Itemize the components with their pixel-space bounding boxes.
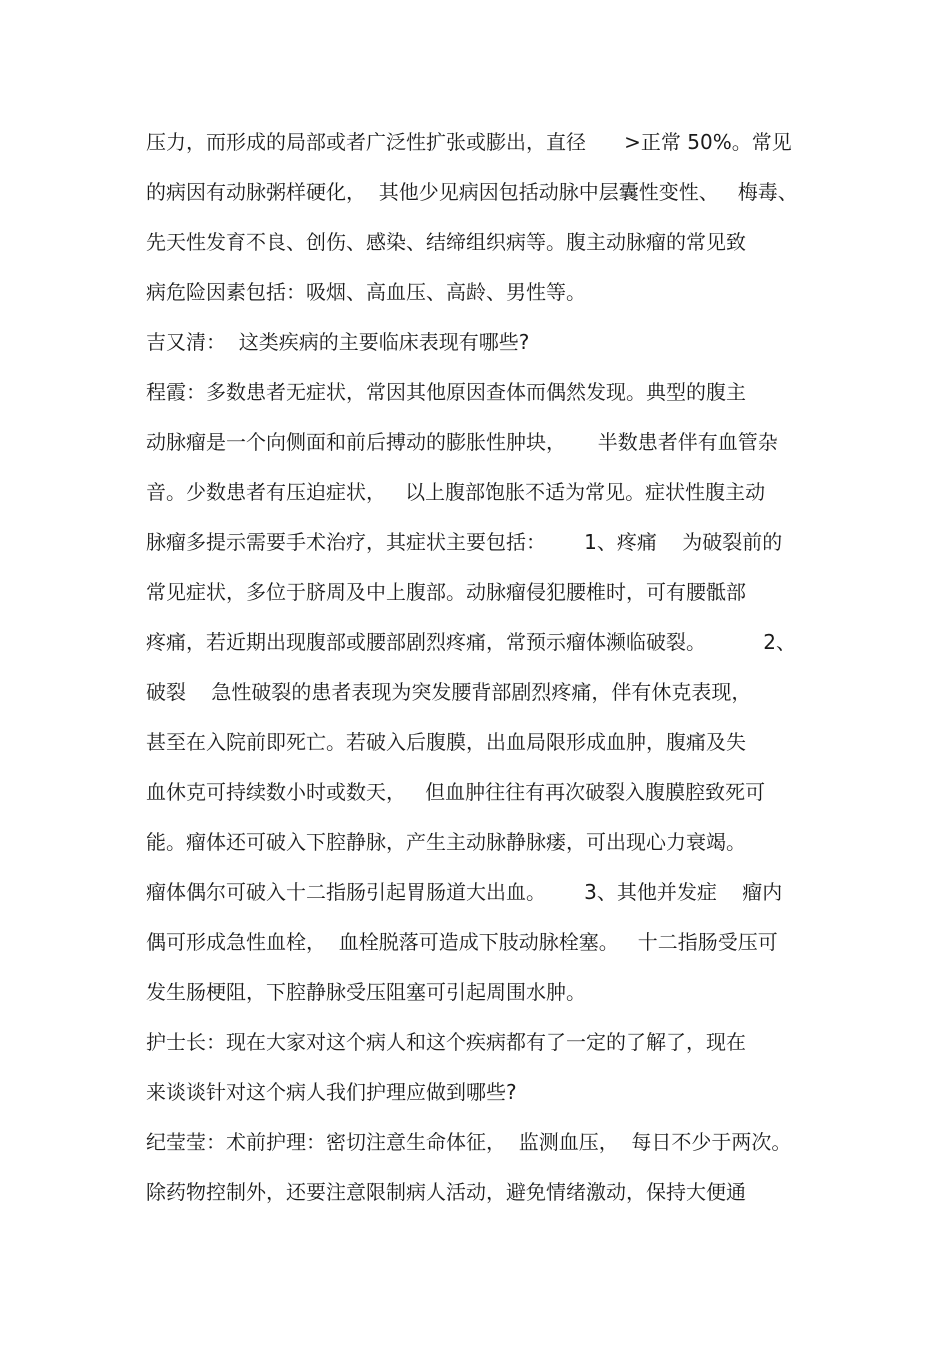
text-line: 常见症状，多位于脐周及中上腹部。动脉瘤侵犯腰椎时，可有腰骶部: [146, 580, 746, 604]
text-line: 瘤体偶尔可破入十二指肠引起胃肠道大出血。 3、其他并发症 瘤内: [146, 880, 783, 904]
text-line: 甚至在入院前即死亡。若破入后腹膜，出血局限形成血肿，腹痛及失: [146, 730, 746, 754]
text-line: 先天性发育不良、创伤、感染、结缔组织病等。腹主动脉瘤的常见致: [146, 230, 746, 254]
text-line: 疼痛，若近期出现腹部或腰部剧烈疼痛，常预示瘤体濒临破裂。 2、: [146, 630, 796, 654]
text-line: 破裂 急性破裂的患者表现为突发腰背部剧烈疼痛，伴有休克表现，: [146, 680, 752, 704]
text-line: 血休克可持续数小时或数天， 但血肿往往有再次破裂入腹膜腔致死可: [146, 780, 766, 804]
text-line: 的病因有动脉粥样硬化， 其他少见病因包括动脉中层囊性变性、 梅毒、: [146, 180, 798, 204]
text-line: 音。少数患者有压迫症状， 以上腹部饱胀不适为常见。症状性腹主动: [146, 480, 766, 504]
text-line: 来谈谈针对这个病人我们护理应做到哪些?: [146, 1080, 517, 1104]
text-line: 能。瘤体还可破入下腔静脉，产生主动脉静脉瘘，可出现心力衰竭。: [146, 830, 746, 854]
text-line: 发生肠梗阻，下腔静脉受压阻塞可引起周围水肿。: [146, 980, 586, 1004]
text-line: 除药物控制外，还要注意限制病人活动，避免情绪激动，保持大便通: [146, 1180, 746, 1204]
text-line: 纪莹莹：术前护理：密切注意生命体征， 监测血压， 每日不少于两次。: [146, 1130, 792, 1154]
text-line: 脉瘤多提示需要手术治疗，其症状主要包括： 1、疼痛 为破裂前的: [146, 530, 783, 554]
text-line: 护士长：现在大家对这个病人和这个疾病都有了一定的了解了，现在: [146, 1030, 746, 1054]
text-line: 压力，而形成的局部或者广泛性扩张或膨出，直径 >正常 50%。常见: [146, 130, 792, 154]
text-line: 偶可形成急性血栓， 血栓脱落可造成下肢动脉栓塞。 十二指肠受压可: [146, 930, 778, 954]
text-line: 病危险因素包括：吸烟、高血压、高龄、男性等。: [146, 280, 586, 304]
text-line: 动脉瘤是一个向侧面和前后搏动的膨胀性肿块， 半数患者伴有血管杂: [146, 430, 778, 454]
document-text-body: [146, 117, 826, 1217]
text-line: 吉又清： 这类疾病的主要临床表现有哪些?: [146, 330, 530, 354]
text-line: 程霞：多数患者无症状，常因其他原因查体而偶然发现。典型的腹主: [146, 380, 746, 404]
